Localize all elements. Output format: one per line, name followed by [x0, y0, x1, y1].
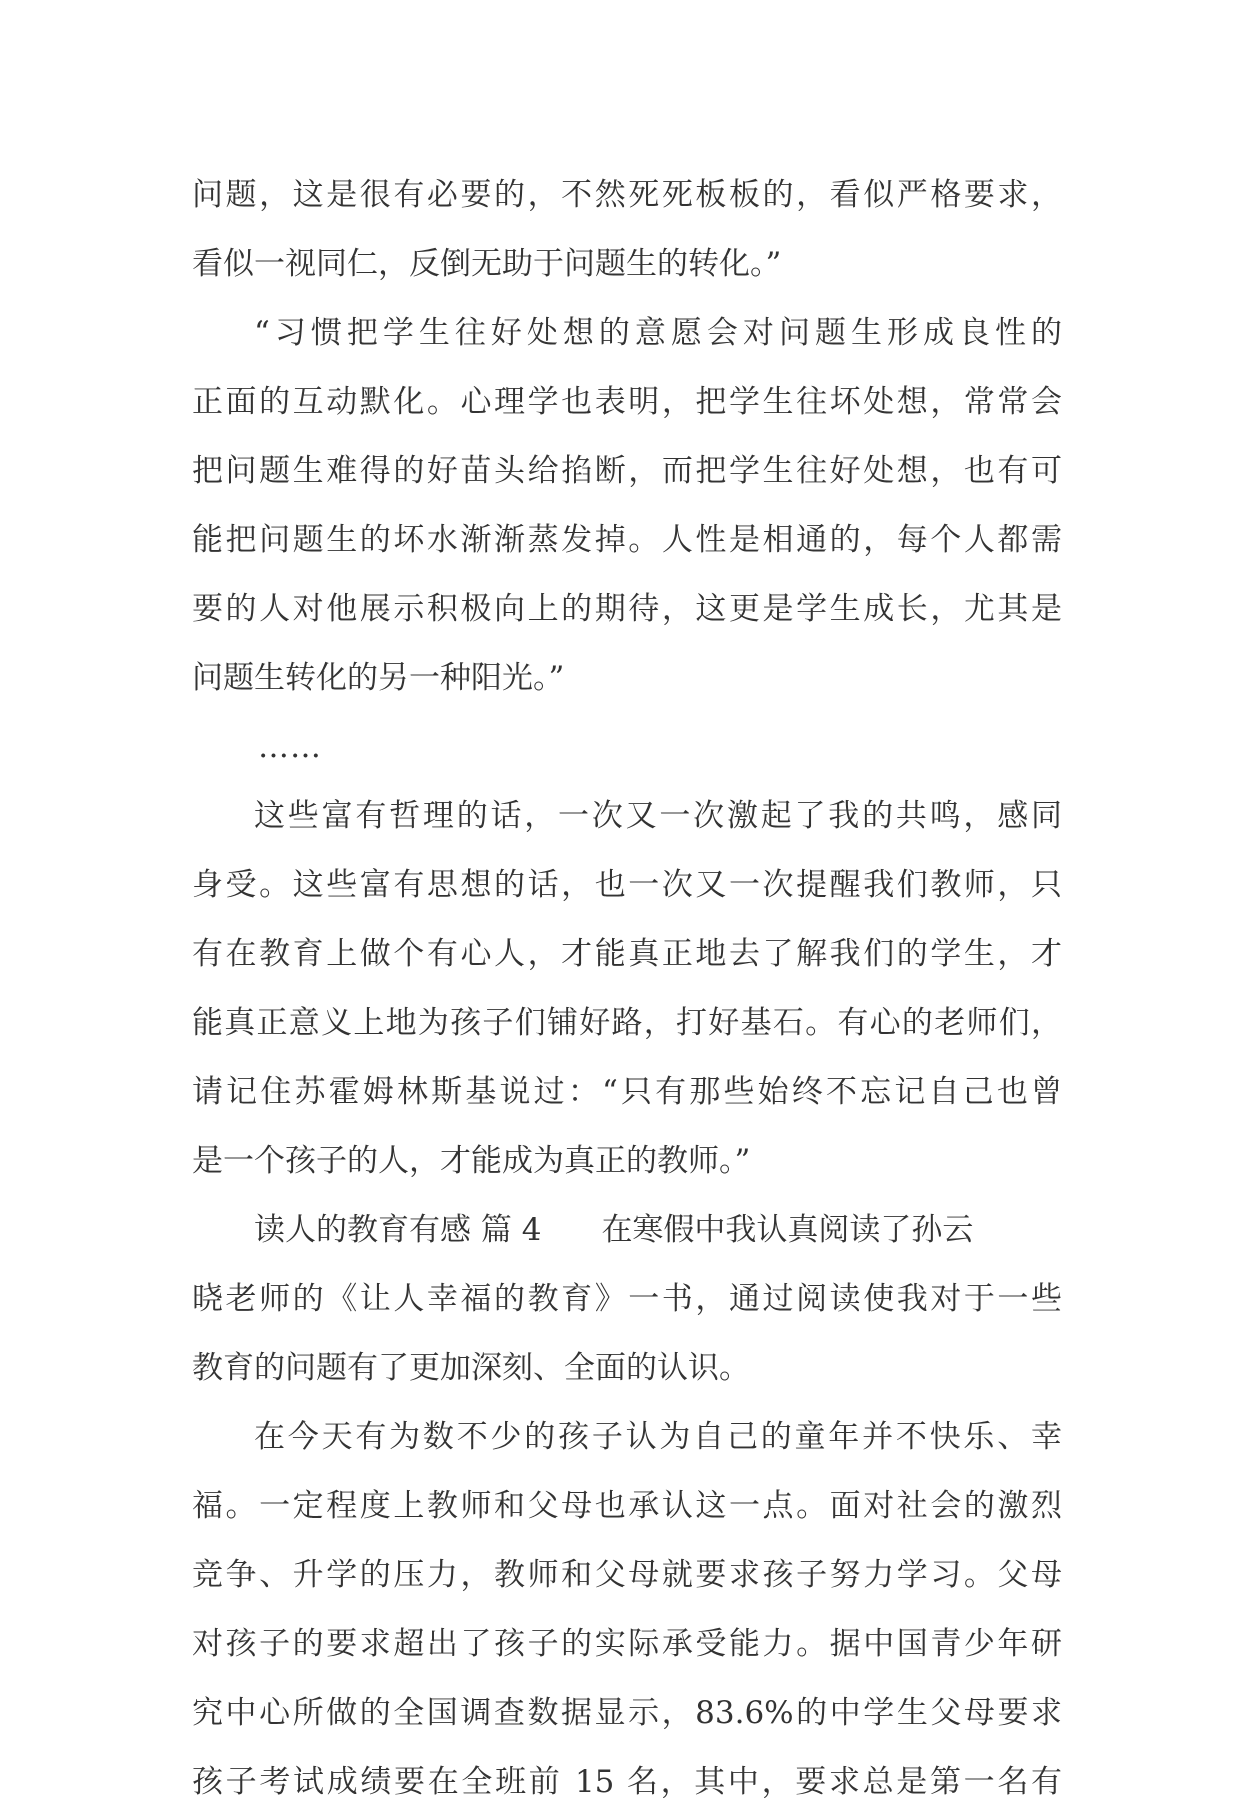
text-line: 看似一视同仁，反倒无助于问题生的转化。” [192, 246, 782, 282]
text-line: “习惯把学生往好处想的意愿会对问题生形成良性的 [254, 315, 1062, 351]
text-line: 要的人对他展示积极向上的期待，这更是学生成长，尤其是 [192, 591, 1062, 627]
text-line: 有在教育上做个有心人，才能真正地去了解我们的学生，才 [192, 936, 1062, 972]
text-line: 晓老师的《让人幸福的教育》一书，通过阅读使我对于一些 [192, 1281, 1062, 1317]
text-line: 福。一定程度上教师和父母也承认这一点。面对社会的激烈 [192, 1488, 1062, 1524]
text-line: 竞争、升学的压力，教师和父母就要求孩子努力学习。父母 [192, 1557, 1062, 1593]
text-line: 究中心所做的全国调查数据显示，83.6%的中学生父母要求 [192, 1695, 1062, 1731]
text-line: 教育的问题有了更加深刻、全面的认识。 [192, 1350, 750, 1386]
document-body [192, 161, 1062, 1817]
text-line: 是一个孩子的人，才能成为真正的教师。” [192, 1143, 751, 1179]
text-span: 在寒假中我认真阅读了孙云 [601, 1212, 974, 1248]
text-line: 身受。这些富有思想的话，也一次又一次提醒我们教师，只 [192, 867, 1062, 903]
text-line: 能真正意义上地为孩子们铺好路，打好基石。有心的老师们， [192, 1005, 1062, 1041]
text-line: 对孩子的要求超出了孩子的实际承受能力。据中国青少年研 [192, 1626, 1062, 1662]
text-line: 能把问题生的坏水渐渐蒸发掉。人性是相通的，每个人都需 [192, 522, 1062, 558]
ellipsis-line: …… [258, 729, 322, 765]
text-line: 这些富有哲理的话，一次又一次激起了我的共鸣，感同 [254, 798, 1062, 834]
text-line: 在今天有为数不少的孩子认为自己的童年并不快乐、幸 [254, 1419, 1062, 1455]
section-heading: 读人的教育有感 篇 4 [254, 1212, 542, 1248]
text-line: 正面的互动默化。心理学也表明，把学生往坏处想，常常会 [192, 384, 1062, 420]
text-line: 把问题生难得的好苗头给掐断，而把学生往好处想，也有可 [192, 453, 1062, 489]
text-line: 问题生转化的另一种阳光。” [192, 660, 565, 696]
text-line: 请记住苏霍姆林斯基说过：“只有那些始终不忘记自己也曾 [192, 1074, 1062, 1110]
text-line: 孩子考试成绩要在全班前 15 名，其中，要求总是第一名有 [192, 1764, 1062, 1800]
text-line: 问题，这是很有必要的，不然死死板板的，看似严格要求， [192, 177, 1062, 213]
section-heading-line [192, 1196, 1062, 1265]
